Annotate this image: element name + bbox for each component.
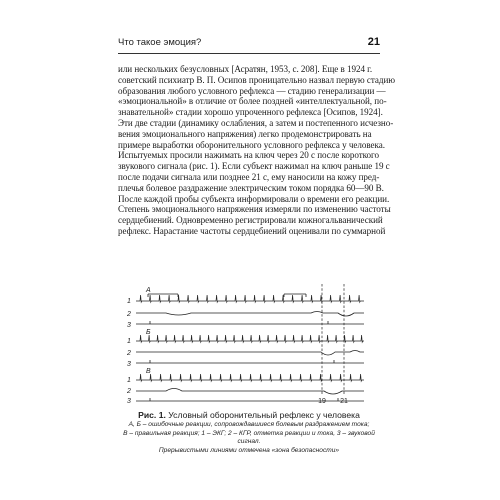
text-line: советский психиатр В. П. Осипов проницательно назвал первую стадию [118, 74, 396, 85]
header-rule [118, 53, 380, 54]
text-line: знавательной» стадии хорошо упроченного рефлекса [Осипов, 1924]. [118, 107, 383, 118]
text-line: сердцебиений. Одновременно регистрировали кожногальванический [118, 215, 383, 226]
figure-recordings [126, 282, 378, 404]
caption-note-line: А, Б – ошибочные реакции, сопровождавшиеся болевым раздражением тока; [128, 421, 370, 428]
caption-label: Рис. 1. [138, 410, 166, 420]
channel-label: 2 [127, 311, 131, 318]
body-paragraph [118, 64, 396, 237]
channel-label: 1 [127, 298, 131, 305]
channel-label: 2 [127, 350, 131, 357]
time-mark-21: 21 [340, 398, 348, 404]
channel-label: 3 [127, 398, 131, 404]
text-line: образования любого условного рефлекса — стадию генерализации — [118, 85, 386, 96]
text-line: Степень эмоционального напряжения измеряли по изменению частоты [118, 204, 391, 215]
stimulus-marker [284, 294, 306, 297]
channel-label: 2 [127, 388, 131, 395]
ecg-trace [136, 374, 364, 381]
page-header [118, 37, 380, 51]
text-line: «эмоциональной» в отличие от более поздней «интеллектуальной, по- [118, 96, 387, 107]
text-line: рефлекс. Нарастание частоты сердцебиений оценивали по суммарной [118, 225, 386, 236]
sound-trace [136, 360, 364, 363]
text-line: звукового сигнала (рис. 1). Если субъект нажимал на ключ раньше 19 с [118, 161, 390, 172]
running-title: Что такое эмоция? [118, 37, 202, 48]
channel-label: 1 [127, 338, 131, 345]
time-mark-19: 19 [318, 398, 326, 404]
gsr-trace [136, 351, 364, 356]
text-line: После каждой пробы субъекта информировали о времени его реакции. [118, 193, 390, 204]
text-line: плечья болевое раздражение электрическим током порядка 60—90 В. [118, 182, 384, 193]
text-line: Испытуемых просили нажимать на ключ через 20 с после короткого [118, 150, 379, 161]
gsr-trace [136, 389, 364, 395]
panel-label-a: А [146, 287, 151, 294]
ecg-trace [136, 295, 364, 302]
panel-label-c: В [146, 368, 151, 375]
channel-label: 1 [127, 377, 131, 384]
ecg-trace [136, 335, 364, 342]
caption-note-line: Прерывистыми линиями отмечена «зона безопасности» [158, 446, 340, 454]
gsr-trace [136, 312, 364, 317]
panel-label-b: Б [146, 329, 151, 336]
text-line: Эти две стадии (динамику ослабления, а затем и постепенного исчезно- [118, 117, 394, 128]
figure-traces [126, 282, 378, 404]
caption-title-text: Условный оборонительный рефлекс у человека [165, 410, 360, 420]
sound-trace [136, 321, 364, 324]
text-line: вения эмоционального напряжения) легко продемонстрировать на [118, 128, 372, 139]
page-number: 21 [367, 36, 380, 48]
stimulus-marker [148, 294, 178, 297]
caption-note-line: В – правильная реакция; 1 – ЭКГ; 2 – КГР, отметка реакции и тока, 3 – звуковой сигнал. [123, 429, 375, 446]
sound-trace [136, 398, 364, 401]
text-line: примере выработки оборонительного условного рефлекса у человека. [118, 139, 385, 150]
text-line: после подачи сигнала или позднее 21 с, ему наносили на кожу пред- [118, 171, 380, 182]
channel-label: 3 [127, 322, 131, 329]
channel-label: 3 [127, 361, 131, 368]
caption-title [118, 410, 380, 421]
text-line: или нескольких безусловных [Асратян, 1953, с. 208]. Еще в 1924 г. [118, 64, 373, 74]
figure-caption [118, 410, 380, 455]
